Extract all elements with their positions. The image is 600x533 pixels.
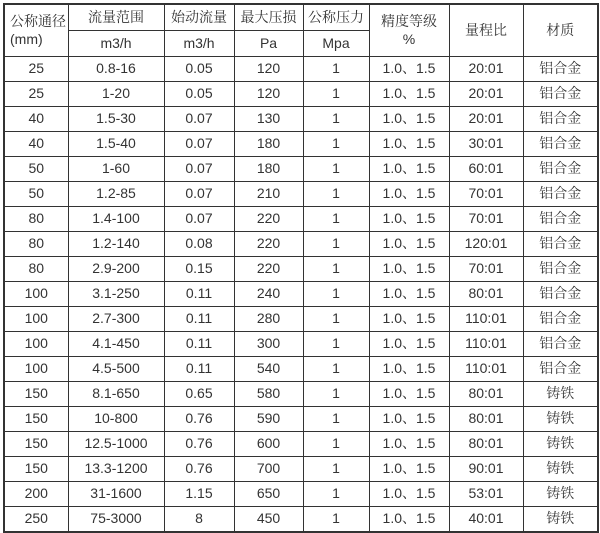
cell-turndown-ratio: 60:01 xyxy=(449,157,523,182)
table-row xyxy=(4,257,598,282)
cell-nominal-diameter: 100 xyxy=(4,357,68,382)
cell-accuracy-class: 1.0、1.5 xyxy=(369,232,449,257)
cell-accuracy-class: 1.0、1.5 xyxy=(369,57,449,82)
cell-accuracy-class: 1.0、1.5 xyxy=(369,132,449,157)
table-row xyxy=(4,357,598,382)
cell-material: 铝合金 xyxy=(523,332,598,357)
cell-accuracy-class: 1.0、1.5 xyxy=(369,382,449,407)
table-row xyxy=(4,482,598,507)
cell-nominal-pressure: 1 xyxy=(303,357,369,382)
cell-flow-range: 1-20 xyxy=(68,82,164,107)
cell-material: 铝合金 xyxy=(523,57,598,82)
cell-turndown-ratio: 20:01 xyxy=(449,82,523,107)
table-row xyxy=(4,232,598,257)
table-row xyxy=(4,432,598,457)
column-unit: (mm) xyxy=(10,30,43,47)
column-header-material: 材质 xyxy=(523,4,598,57)
cell-turndown-ratio: 110:01 xyxy=(449,307,523,332)
cell-starting-flow: 0.11 xyxy=(164,357,234,382)
cell-material: 铝合金 xyxy=(523,207,598,232)
cell-turndown-ratio: 40:01 xyxy=(449,507,523,533)
cell-flow-range: 13.3-1200 xyxy=(68,457,164,482)
cell-nominal-diameter: 40 xyxy=(4,107,68,132)
column-unit-nominal-pressure: Mpa xyxy=(303,31,369,57)
cell-accuracy-class: 1.0、1.5 xyxy=(369,282,449,307)
cell-flow-range: 1.4-100 xyxy=(68,207,164,232)
cell-turndown-ratio: 110:01 xyxy=(449,357,523,382)
cell-max-pressure-loss: 120 xyxy=(234,57,303,82)
cell-turndown-ratio: 80:01 xyxy=(449,432,523,457)
cell-max-pressure-loss: 700 xyxy=(234,457,303,482)
cell-turndown-ratio: 70:01 xyxy=(449,182,523,207)
cell-starting-flow: 0.07 xyxy=(164,207,234,232)
cell-nominal-diameter: 40 xyxy=(4,132,68,157)
cell-flow-range: 1.5-40 xyxy=(68,132,164,157)
cell-material: 铸铁 xyxy=(523,482,598,507)
cell-nominal-diameter: 100 xyxy=(4,282,68,307)
cell-max-pressure-loss: 210 xyxy=(234,182,303,207)
cell-turndown-ratio: 120:01 xyxy=(449,232,523,257)
cell-starting-flow: 0.11 xyxy=(164,307,234,332)
cell-starting-flow: 0.76 xyxy=(164,457,234,482)
cell-material: 铝合金 xyxy=(523,182,598,207)
column-header-max-pressure-loss: 最大压损 xyxy=(234,4,303,31)
cell-nominal-pressure: 1 xyxy=(303,307,369,332)
column-header-starting-flow: 始动流量 xyxy=(164,4,234,31)
cell-flow-range: 4.1-450 xyxy=(68,332,164,357)
cell-accuracy-class: 1.0、1.5 xyxy=(369,432,449,457)
cell-starting-flow: 0.07 xyxy=(164,107,234,132)
table-row xyxy=(4,82,598,107)
table-row xyxy=(4,507,598,533)
cell-flow-range: 31-1600 xyxy=(68,482,164,507)
cell-nominal-diameter: 150 xyxy=(4,382,68,407)
cell-turndown-ratio: 110:01 xyxy=(449,332,523,357)
cell-nominal-diameter: 150 xyxy=(4,432,68,457)
cell-material: 铸铁 xyxy=(523,507,598,533)
column-header-nominal-diameter xyxy=(4,4,68,57)
cell-max-pressure-loss: 240 xyxy=(234,282,303,307)
cell-nominal-diameter: 50 xyxy=(4,182,68,207)
cell-flow-range: 2.7-300 xyxy=(68,307,164,332)
cell-nominal-pressure: 1 xyxy=(303,232,369,257)
cell-material: 铸铁 xyxy=(523,432,598,457)
cell-nominal-pressure: 1 xyxy=(303,382,369,407)
cell-starting-flow: 0.15 xyxy=(164,257,234,282)
cell-nominal-diameter: 25 xyxy=(4,82,68,107)
cell-max-pressure-loss: 120 xyxy=(234,82,303,107)
cell-starting-flow: 0.07 xyxy=(164,157,234,182)
cell-nominal-diameter: 200 xyxy=(4,482,68,507)
cell-flow-range: 75-3000 xyxy=(68,507,164,533)
header-row-titles xyxy=(4,4,598,31)
cell-nominal-pressure: 1 xyxy=(303,432,369,457)
cell-material: 铝合金 xyxy=(523,132,598,157)
cell-nominal-pressure: 1 xyxy=(303,282,369,307)
cell-nominal-pressure: 1 xyxy=(303,457,369,482)
cell-max-pressure-loss: 280 xyxy=(234,307,303,332)
cell-starting-flow: 0.05 xyxy=(164,82,234,107)
cell-max-pressure-loss: 540 xyxy=(234,357,303,382)
cell-max-pressure-loss: 220 xyxy=(234,232,303,257)
cell-nominal-pressure: 1 xyxy=(303,157,369,182)
cell-max-pressure-loss: 650 xyxy=(234,482,303,507)
cell-accuracy-class: 1.0、1.5 xyxy=(369,107,449,132)
cell-nominal-pressure: 1 xyxy=(303,132,369,157)
table-row xyxy=(4,207,598,232)
cell-nominal-pressure: 1 xyxy=(303,107,369,132)
cell-accuracy-class: 1.0、1.5 xyxy=(369,257,449,282)
cell-material: 铝合金 xyxy=(523,357,598,382)
cell-material: 铸铁 xyxy=(523,407,598,432)
table-row xyxy=(4,157,598,182)
cell-accuracy-class: 1.0、1.5 xyxy=(369,332,449,357)
cell-max-pressure-loss: 220 xyxy=(234,257,303,282)
cell-turndown-ratio: 20:01 xyxy=(449,107,523,132)
table-row xyxy=(4,107,598,132)
column-title: 精度等级 xyxy=(381,13,437,29)
cell-nominal-pressure: 1 xyxy=(303,407,369,432)
column-unit: % xyxy=(402,30,416,47)
cell-starting-flow: 0.76 xyxy=(164,432,234,457)
cell-turndown-ratio: 53:01 xyxy=(449,482,523,507)
cell-flow-range: 8.1-650 xyxy=(68,382,164,407)
cell-nominal-pressure: 1 xyxy=(303,482,369,507)
cell-accuracy-class: 1.0、1.5 xyxy=(369,407,449,432)
cell-accuracy-class: 1.0、1.5 xyxy=(369,482,449,507)
cell-material: 铸铁 xyxy=(523,382,598,407)
cell-flow-range: 1.2-85 xyxy=(68,182,164,207)
table-body xyxy=(4,57,598,533)
cell-starting-flow: 0.76 xyxy=(164,407,234,432)
cell-accuracy-class: 1.0、1.5 xyxy=(369,507,449,533)
column-header-flow-range: 流量范围 xyxy=(68,4,164,31)
table-row xyxy=(4,382,598,407)
cell-nominal-diameter: 150 xyxy=(4,457,68,482)
cell-turndown-ratio: 70:01 xyxy=(449,207,523,232)
cell-flow-range: 1-60 xyxy=(68,157,164,182)
cell-nominal-diameter: 80 xyxy=(4,232,68,257)
cell-nominal-diameter: 80 xyxy=(4,257,68,282)
cell-material: 铝合金 xyxy=(523,282,598,307)
cell-max-pressure-loss: 300 xyxy=(234,332,303,357)
cell-max-pressure-loss: 130 xyxy=(234,107,303,132)
cell-accuracy-class: 1.0、1.5 xyxy=(369,207,449,232)
cell-material: 铝合金 xyxy=(523,157,598,182)
column-unit-flow-range: m3/h xyxy=(68,31,164,57)
cell-starting-flow: 0.07 xyxy=(164,182,234,207)
cell-nominal-pressure: 1 xyxy=(303,332,369,357)
cell-starting-flow: 0.65 xyxy=(164,382,234,407)
table-row xyxy=(4,57,598,82)
cell-flow-range: 1.5-30 xyxy=(68,107,164,132)
cell-accuracy-class: 1.0、1.5 xyxy=(369,457,449,482)
table-row xyxy=(4,307,598,332)
cell-flow-range: 0.8-16 xyxy=(68,57,164,82)
cell-nominal-diameter: 150 xyxy=(4,407,68,432)
cell-material: 铝合金 xyxy=(523,82,598,107)
cell-flow-range: 2.9-200 xyxy=(68,257,164,282)
cell-nominal-diameter: 100 xyxy=(4,332,68,357)
cell-nominal-pressure: 1 xyxy=(303,207,369,232)
cell-accuracy-class: 1.0、1.5 xyxy=(369,307,449,332)
column-header-accuracy-class xyxy=(369,4,449,57)
column-header-nominal-pressure: 公称压力 xyxy=(303,4,369,31)
cell-turndown-ratio: 80:01 xyxy=(449,382,523,407)
cell-accuracy-class: 1.0、1.5 xyxy=(369,182,449,207)
cell-nominal-diameter: 25 xyxy=(4,57,68,82)
spec-table xyxy=(3,3,599,533)
cell-material: 铸铁 xyxy=(523,457,598,482)
cell-nominal-pressure: 1 xyxy=(303,257,369,282)
table-row xyxy=(4,132,598,157)
cell-material: 铝合金 xyxy=(523,232,598,257)
cell-max-pressure-loss: 450 xyxy=(234,507,303,533)
cell-starting-flow: 1.15 xyxy=(164,482,234,507)
cell-nominal-diameter: 80 xyxy=(4,207,68,232)
table-row xyxy=(4,282,598,307)
cell-starting-flow: 0.07 xyxy=(164,132,234,157)
cell-flow-range: 4.5-500 xyxy=(68,357,164,382)
cell-material: 铝合金 xyxy=(523,257,598,282)
cell-flow-range: 1.2-140 xyxy=(68,232,164,257)
table-row xyxy=(4,332,598,357)
cell-nominal-pressure: 1 xyxy=(303,82,369,107)
cell-nominal-pressure: 1 xyxy=(303,57,369,82)
cell-max-pressure-loss: 180 xyxy=(234,132,303,157)
column-header-turndown-ratio: 量程比 xyxy=(449,4,523,57)
table-row xyxy=(4,457,598,482)
cell-nominal-diameter: 50 xyxy=(4,157,68,182)
cell-flow-range: 12.5-1000 xyxy=(68,432,164,457)
cell-turndown-ratio: 70:01 xyxy=(449,257,523,282)
column-unit-starting-flow: m3/h xyxy=(164,31,234,57)
cell-nominal-diameter: 250 xyxy=(4,507,68,533)
cell-turndown-ratio: 80:01 xyxy=(449,282,523,307)
cell-starting-flow: 0.08 xyxy=(164,232,234,257)
column-title: 公称通径 xyxy=(10,13,66,29)
cell-max-pressure-loss: 220 xyxy=(234,207,303,232)
cell-material: 铝合金 xyxy=(523,307,598,332)
cell-max-pressure-loss: 180 xyxy=(234,157,303,182)
cell-starting-flow: 8 xyxy=(164,507,234,533)
cell-turndown-ratio: 30:01 xyxy=(449,132,523,157)
cell-nominal-diameter: 100 xyxy=(4,307,68,332)
cell-accuracy-class: 1.0、1.5 xyxy=(369,157,449,182)
cell-accuracy-class: 1.0、1.5 xyxy=(369,357,449,382)
cell-accuracy-class: 1.0、1.5 xyxy=(369,82,449,107)
cell-starting-flow: 0.11 xyxy=(164,332,234,357)
cell-starting-flow: 0.05 xyxy=(164,57,234,82)
cell-flow-range: 3.1-250 xyxy=(68,282,164,307)
cell-max-pressure-loss: 600 xyxy=(234,432,303,457)
cell-material: 铝合金 xyxy=(523,107,598,132)
cell-max-pressure-loss: 580 xyxy=(234,382,303,407)
cell-flow-range: 10-800 xyxy=(68,407,164,432)
column-unit-max-pressure-loss: Pa xyxy=(234,31,303,57)
cell-nominal-pressure: 1 xyxy=(303,507,369,533)
cell-turndown-ratio: 80:01 xyxy=(449,407,523,432)
cell-starting-flow: 0.11 xyxy=(164,282,234,307)
cell-nominal-pressure: 1 xyxy=(303,182,369,207)
table-row xyxy=(4,182,598,207)
table-row xyxy=(4,407,598,432)
cell-turndown-ratio: 20:01 xyxy=(449,57,523,82)
table-header xyxy=(4,4,598,57)
cell-turndown-ratio: 90:01 xyxy=(449,457,523,482)
cell-max-pressure-loss: 590 xyxy=(234,407,303,432)
